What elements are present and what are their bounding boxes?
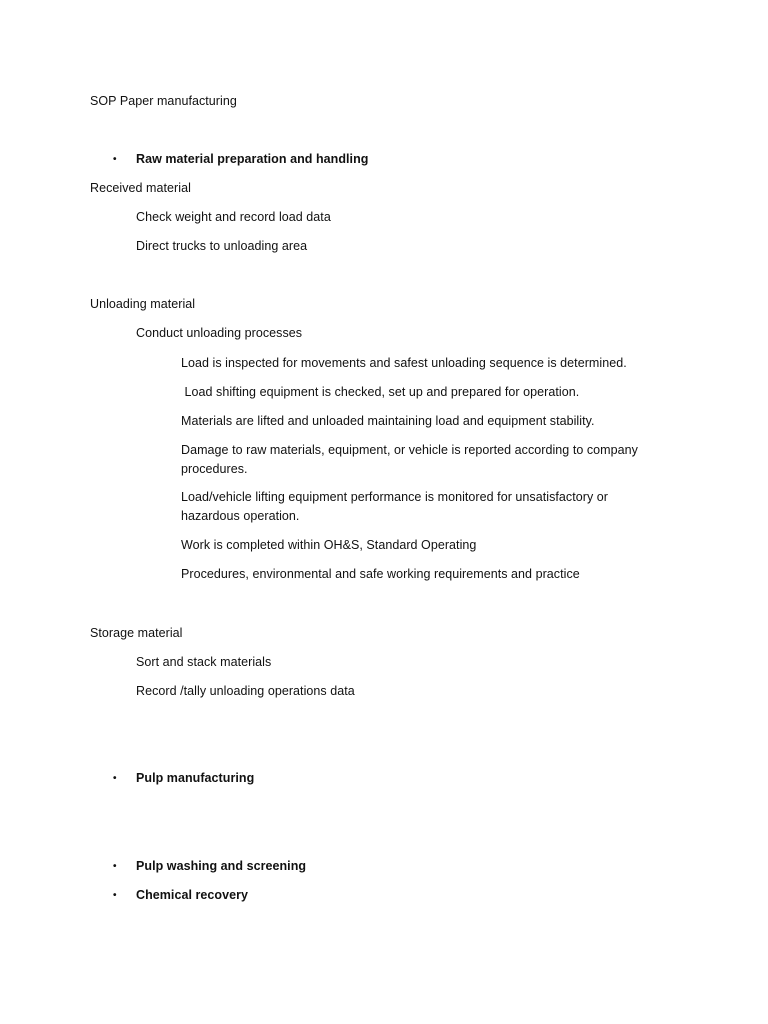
section-heading-chemical-recovery: Chemical recovery: [136, 888, 249, 902]
bullet-icon: •: [113, 773, 117, 784]
list-item: Check weight and record load data: [136, 210, 331, 224]
list-item: Load/vehicle lifting equipment performance is monitored for unsatisfactory or hazardous operation.: [181, 490, 608, 523]
list-item: Procedures, environmental and safe working requirements and practice: [181, 567, 580, 581]
list-item: Record /tally unloading operations data: [136, 684, 355, 698]
list-item: Direct trucks to unloading area: [136, 239, 308, 253]
list-item: Load is inspected for movements and safest unloading sequence is determined.: [181, 356, 627, 370]
list-item: Sort and stack materials: [136, 655, 272, 669]
document-title: SOP Paper manufacturing: [90, 94, 237, 108]
subsection-label-unloading: Unloading material: [90, 297, 196, 311]
section-heading-pulp-manufacturing: Pulp manufacturing: [136, 771, 255, 785]
section-heading-raw-material: Raw material preparation and handling: [136, 152, 369, 166]
unloading-sub-label: Conduct unloading processes: [136, 326, 303, 340]
subsection-label-received: Received material: [90, 181, 191, 195]
bullet-icon: •: [113, 861, 117, 872]
list-item: Work is completed within OH&S, Standard Operating: [181, 538, 477, 552]
bullet-icon: •: [113, 890, 117, 901]
list-item: Damage to raw materials, equipment, or vehicle is reported according to company procedures.: [181, 443, 638, 476]
subsection-label-storage: Storage material: [90, 626, 183, 640]
section-heading-pulp-washing: Pulp washing and screening: [136, 859, 307, 873]
list-item: Materials are lifted and unloaded maintaining load and equipment stability.: [181, 414, 595, 428]
list-item: Load shifting equipment is checked, set up and prepared for operation.: [181, 385, 580, 399]
bullet-icon: •: [113, 154, 117, 165]
